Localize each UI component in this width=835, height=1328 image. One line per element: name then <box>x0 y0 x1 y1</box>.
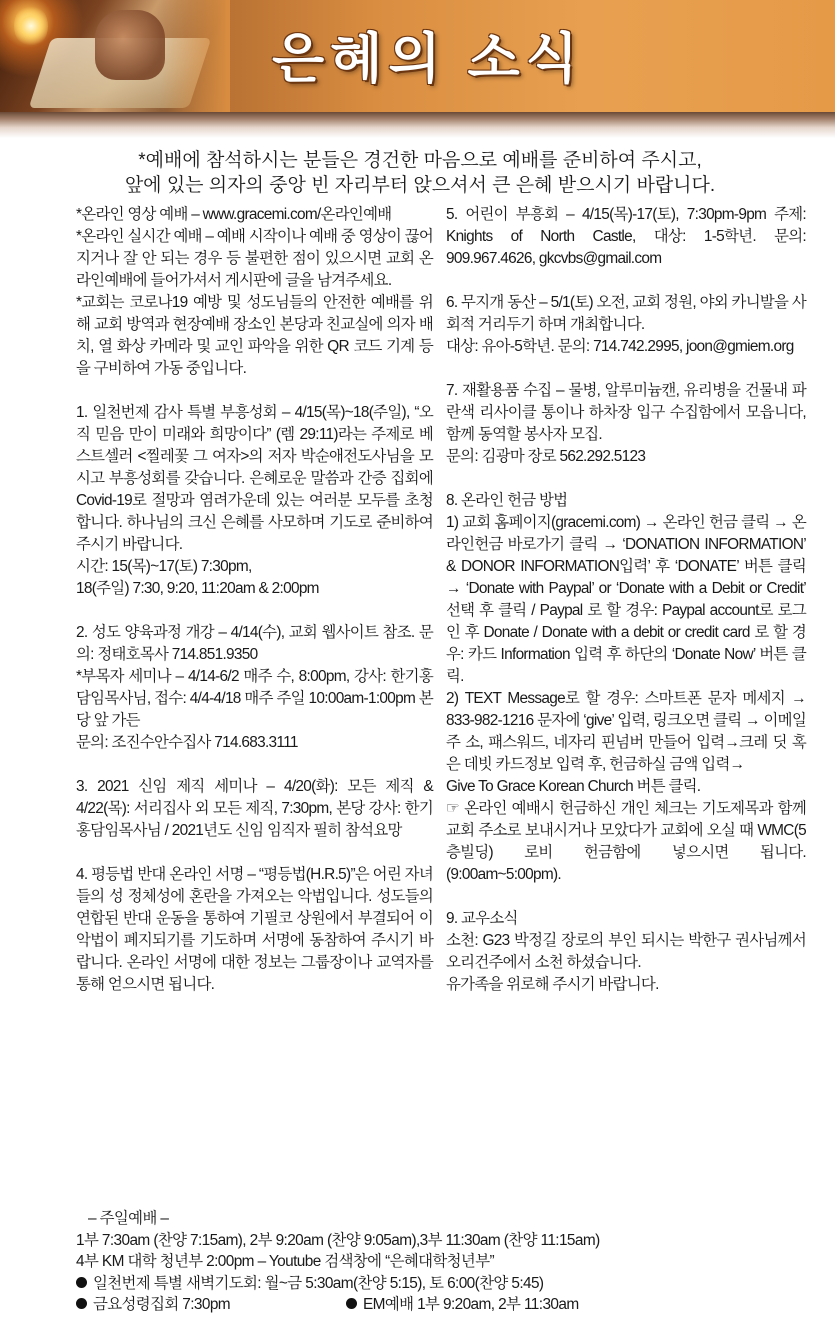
bullet-icon <box>346 1298 357 1309</box>
praying-hands-image <box>95 10 165 80</box>
schedule-line-4: 금요성령집회 7:30pm EM예배 1부 9:20am, 2부 11:30am <box>76 1294 796 1316</box>
announcement-6: 6. 무지개 동산 – 5/1(토) 오전, 교회 정원, 야외 카니발을 사회적 거리두기 하며 개최합니다. 대상: 유아-5학년. 문의: 714.742.2995, joon@gmiem.org <box>446 294 806 355</box>
announcement-5: 5. 어린이 부흥회 – 4/15(목)-17(토), 7:30pm-9pm 주제: Knights of North Castle, 대상: 1-5학년. 문의: 909.967.4626, gkcvbs@gmail.com <box>446 206 806 267</box>
announcement-8: 8. 온라인 헌금 방법 1) 교회 홈페이지(gracemi.com) → 온라인 헌금 클릭 → 온라인헌금 바로가기 클릭 → ‘DONATION INFORMATION’ & DONOR INFORMATION입력’ 후 ‘DONATE’ 버튼 클릭 → ‘Donate with Paypal’ or ‘Donate with a Debit or Credit’ 선택 후 클릭 / Paypal 로 할 경우: Paypal account로 로그인 후 Donate / Donate with a debit or credit card 로 할 경우: 카드 Information 입력 후 하단의 ‘Donate Now’ 버튼 클릭. 2) TEXT Message로 할 경우: 스마트폰 문자 메세지 → 833-982-1216 문자에 ‘give’ 입력, 링크오면 클릭 → 이메일 주 소, 패스워드, 네자리 핀넘버 만들어 입력→크레 딧 혹은 데빗 카드정보 입력 후, 헌금하실 금액 입력→ Give To Grace Korean Church 버튼 클릭. ☞ 온라인 예배시 헌금하신 개인 체크는 기도제목과 함께 교회 주소로 보내시거나 모았다가 교회에 오실 때 WMC(5층빌딩) 로비 헌금함에 넣으시면 됩니다. (9:00am~5:00pm). <box>446 492 806 883</box>
announcement-3: 3. 2021 신임 제직 세미나 – 4/20(화): 모든 제직 & 4/22(목): 서리집사 외 모든 제직, 7:30pm, 본당 강사: 한기홍담임목사님 / 2021년도 신임 임직자 필히 참석요망 <box>76 778 433 839</box>
online-worship-notice: *온라인 영상 예배 – www.gracemi.com/온라인예배 *온라인 실시간 예배 – 예배 시작이나 예배 중 영상이 끊어지거나 잘 안 되는 경우 등 불편한 점이 있으시면 교회 온라인예배에 들어가셔서 게시판에 글을 남겨주세요. *교회는 코로나19 예방 및 성도님들의 안전한 예배를 위해 교회 방역과 현장예배 장소인 본당과 친교실에 의자 배치, 열 화상 카메라 및 교인 파악을 위한 QR 코드 기계 등을 구비하여 가동 중입니다. <box>76 206 434 377</box>
schedule-line-1: 1부 7:30am (찬양 7:15am), 2부 9:20am (찬양 9:05am),3부 11:30am (찬양 11:15am) <box>76 1231 600 1249</box>
page-title: 은혜의 소식 <box>272 29 584 89</box>
bullet-icon <box>76 1298 87 1309</box>
announcement-9: 9. 교우소식 소천: G23 박정길 장로의 부인 되시는 박한구 권사님께서 오리건주에서 소천 하셨습니다. 유가족을 위로해 주시기 바랍니다. <box>446 910 806 993</box>
schedule-line-2: 4부 KM 대학 청년부 2:00pm – Youtube 검색창에 “은혜대학청년부” <box>76 1253 494 1270</box>
announcement-4: 4. 평등법 반대 온라인 서명 – “평등법(H.R.5)”은 어린 자녀들의 성 정체성에 혼란을 가져오는 악법입니다. 성도들의 연합된 반대 운동을 통하여 기필코 상원에서 부결되어 이 악법이 폐지되기를 기도하며 서명에 동참하여 주시기 바랍니다. 온라인 서명에 대한 정보는 그룹장이나 교역자를 통해 얻으시면 됩니다. <box>76 866 433 993</box>
header-banner <box>0 0 835 112</box>
announcement-1: 1. 일천번제 감사 특별 부흥성회 – 4/15(목)~18(주일), “오직 믿음 만이 미래와 희망이다” (렘 29:11)라는 주제로 베스트셀러 <찔레꽃 그 여자>의 저자 박순애전도사님을 모시고 부흥성회를 갖습니다. 은혜로운 말씀과 간증 집회에 Covid-19로 절망과 염려가운데 있는 여러분 모두를 초청합니다. 하나님의 크신 은혜를 사모하며 기도로 준비하여 주시기 바랍니다. 시간: 15(목)~17(토) 7:30pm, 18(주일) 7:30, 9:20, 11:20am & 2:00pm <box>76 404 433 597</box>
dawn-prayer-line: 일천번제 특별 새벽기도회: 월~금 5:30am(찬양 5:15), 토 6:00(찬양 5:45) <box>76 1273 796 1295</box>
candle-icon <box>14 4 48 48</box>
left-column <box>76 204 433 996</box>
schedule-heading: – 주일예배 – <box>88 1210 169 1227</box>
header-divider <box>0 112 835 138</box>
intro-notice: *예배에 참석하시는 분들은 경건한 마음으로 예배를 준비하여 주시고, 앞에 있는 의자의 중앙 빈 자리부터 앉으셔서 큰 은혜 받으시기 바랍니다. <box>124 150 716 196</box>
announcement-2: 2. 성도 양육과정 개강 – 4/14(수), 교회 웹사이트 참조. 문의: 정태호목사 714.851.9350 *부목자 세미나 – 4/14-6/2 매주 수, 8:00pm, 강사: 한기홍담임목사님, 접수: 4/4-4/18 매주 주일 10:00am-1:00pm 본당 앞 가든 문의: 조진수안수집사 714.683.3111 <box>76 624 433 751</box>
announcement-7: 7. 재활용품 수집 – 물병, 알루미늄캔, 유리병을 건물내 파란색 리사이클 통이나 하차장 입구 수집함에서 모읍니다, 함께 동역할 봉사자 모집. 문의: 김광마 장로 562.292.5123 <box>446 382 806 465</box>
worship-schedule <box>76 1208 796 1316</box>
right-column <box>446 204 806 996</box>
bullet-icon <box>76 1277 87 1288</box>
